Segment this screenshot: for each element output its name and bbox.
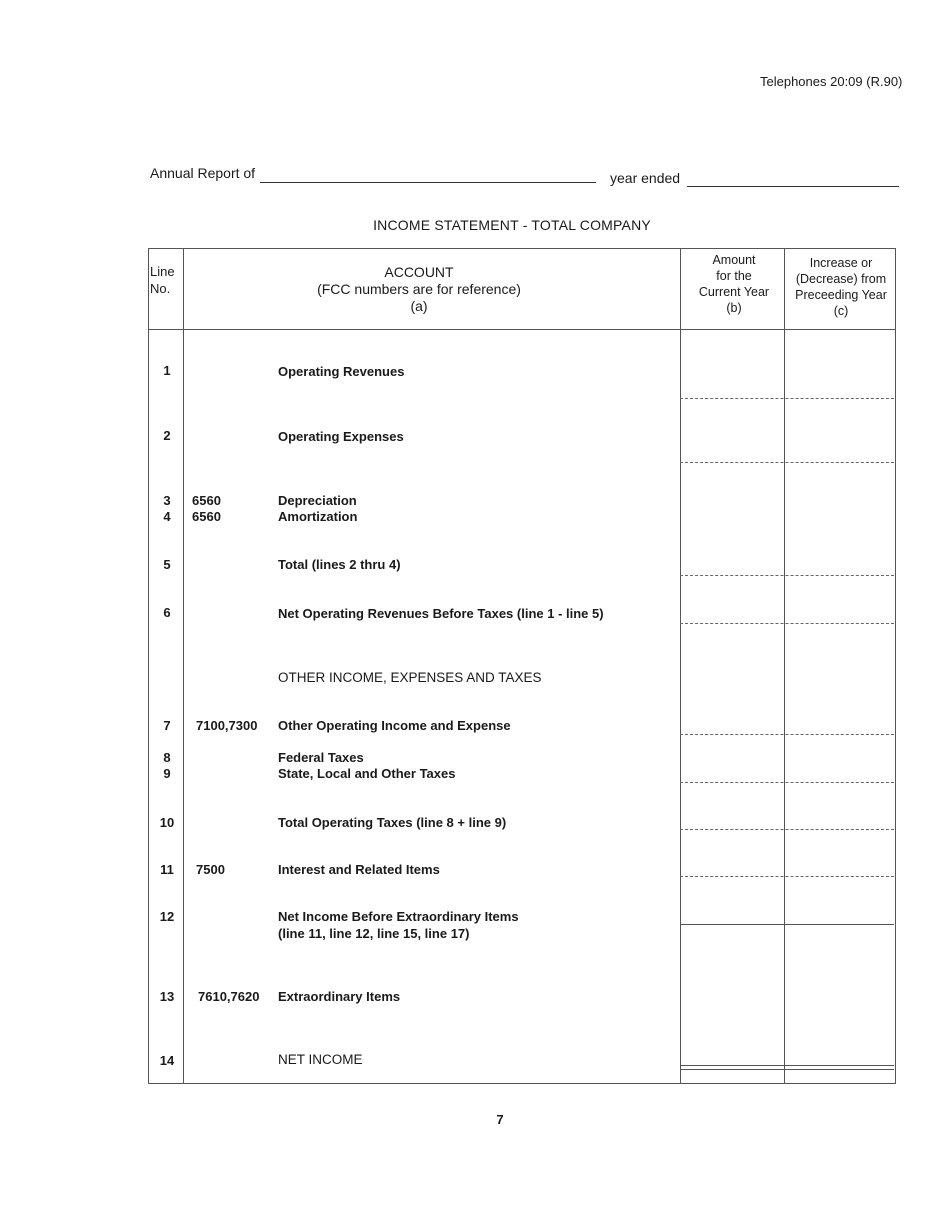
- account-description: Net Operating Revenues Before Taxes (line 1 - line 5): [278, 606, 604, 621]
- line-number: 11: [160, 862, 174, 877]
- line-number: 7: [163, 718, 171, 733]
- header-divider: [148, 329, 896, 330]
- account-description: Interest and Related Items: [278, 862, 440, 877]
- row-rule: [680, 829, 894, 830]
- line-number: 14: [159, 1053, 175, 1068]
- account-description: Other Operating Income and Expense: [278, 718, 511, 733]
- account-description: State, Local and Other Taxes: [278, 766, 456, 781]
- row-rule: [680, 734, 894, 735]
- line-number: 8: [163, 750, 171, 765]
- header-line-no: Line No.: [150, 264, 175, 296]
- fcc-number: 6560: [192, 493, 221, 508]
- page-title: INCOME STATEMENT - TOTAL COMPANY: [373, 217, 651, 233]
- line-number: 5: [163, 557, 171, 572]
- page-number: 7: [496, 1112, 504, 1127]
- fcc-number: 7500: [196, 862, 225, 877]
- line-number: 1: [163, 363, 171, 378]
- total-double-rule: [680, 1065, 894, 1066]
- line-number: 6: [163, 605, 171, 620]
- row-rule: [680, 876, 894, 877]
- account-description: NET INCOME: [278, 1052, 363, 1067]
- row-rule: [680, 623, 894, 624]
- line-number: 12: [159, 909, 175, 924]
- annual-report-blank: [260, 182, 596, 183]
- year-ended-blank: [687, 186, 899, 187]
- row-rule: [680, 575, 894, 576]
- header-increase-decrease: Increase or (Decrease) from Preceeding Year (c): [795, 256, 887, 318]
- fcc-number: 7610,7620: [198, 989, 260, 1004]
- account-description: Total (lines 2 thru 4): [278, 557, 401, 572]
- section-heading: OTHER INCOME, EXPENSES AND TAXES: [278, 670, 542, 685]
- row-rule: [680, 462, 894, 463]
- annual-report-label: Annual Report of: [150, 165, 256, 181]
- fcc-number: 7100,7300: [196, 718, 258, 733]
- account-description: Total Operating Taxes (line 8 + line 9): [278, 815, 507, 830]
- header-account: ACCOUNT (FCC numbers are for reference) (a): [317, 264, 521, 314]
- account-description-continued: (line 11, line 12, line 15, line 17): [278, 926, 470, 941]
- year-ended-label: year ended: [610, 170, 681, 186]
- fcc-number: 6560: [192, 509, 221, 524]
- account-description: Operating Revenues: [278, 364, 405, 379]
- line-number: 3: [163, 493, 171, 508]
- total-double-rule: [680, 1069, 894, 1070]
- line-number: 9: [163, 766, 171, 781]
- form-identifier: Telephones 20:09 (R.90): [760, 74, 903, 89]
- account-description: Net Income Before Extraordinary Items: [278, 909, 519, 924]
- account-description: Depreciation: [278, 493, 357, 508]
- account-description: Extraordinary Items: [278, 989, 401, 1004]
- header-current-year: Amount for the Current Year (b): [698, 253, 770, 315]
- column-divider: [784, 249, 785, 1083]
- account-description: Operating Expenses: [278, 429, 404, 444]
- account-description: Amortization: [278, 509, 358, 524]
- row-rule: [680, 782, 894, 783]
- row-rule: [680, 398, 894, 399]
- line-number: 13: [159, 989, 175, 1004]
- column-divider: [680, 249, 681, 1083]
- row-rule: [680, 924, 894, 925]
- line-number: 2: [163, 428, 171, 443]
- account-description: Federal Taxes: [278, 750, 364, 765]
- line-number: 4: [163, 509, 171, 524]
- line-number: 10: [159, 815, 175, 830]
